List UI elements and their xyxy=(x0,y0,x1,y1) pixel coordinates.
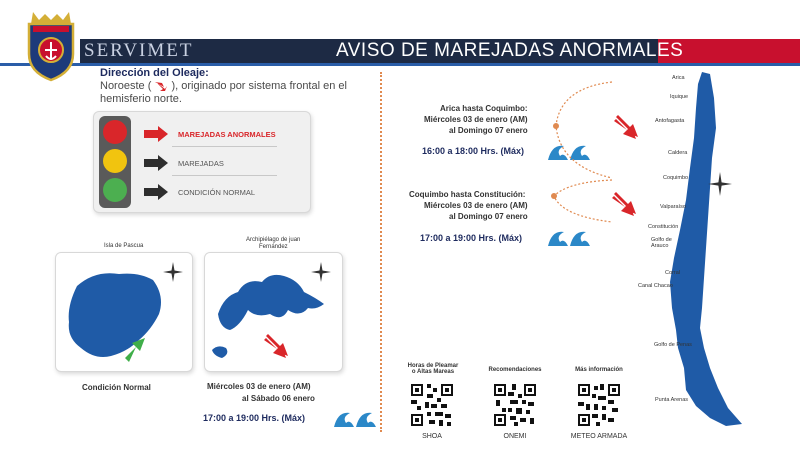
qr-code-meteo-armada[interactable] xyxy=(576,382,622,428)
map-label-iquique: Iquique xyxy=(670,94,689,100)
legend-label-marejadas: MAREJADAS xyxy=(178,159,224,168)
red-light xyxy=(103,120,127,144)
zone-2-bracket xyxy=(548,176,618,226)
map-label-antofagasta: Antofagasta xyxy=(655,118,685,124)
map-label-golfo-arauco: Golfo de Arauco xyxy=(651,237,672,249)
zone-1-title: Arica hasta Coquimbo: xyxy=(440,104,528,113)
legend-divider xyxy=(172,175,277,176)
qr-onemi-label: ONEMI xyxy=(503,433,527,440)
qr-shoa-title-line2: o Altas Mareas xyxy=(411,369,455,375)
juan-fernandez-name-line2: Fernández xyxy=(259,244,288,250)
zone-1-time: 16:00 a 18:00 Hrs. (Máx) xyxy=(422,146,525,156)
compass-rose-icon xyxy=(311,262,331,282)
northwest-arrow-icon xyxy=(154,81,168,92)
chile-map xyxy=(630,68,750,430)
qr-code-onemi[interactable] xyxy=(492,382,538,428)
section-separator xyxy=(380,72,382,432)
dark-arrow-icon xyxy=(144,184,168,200)
header-underline xyxy=(0,63,800,66)
map-label-canal-chacao: Canal Chacao xyxy=(638,283,673,289)
legend-label-condicion-normal: CONDICIÓN NORMAL xyxy=(178,188,256,197)
juan-fernandez-line1: Miércoles 03 de enero (AM) xyxy=(207,382,311,391)
zone-1-line1: Miércoles 03 de enero (AM) xyxy=(424,115,528,124)
map-label-arica: Arica xyxy=(672,75,685,81)
zone-2-line2: al Domingo 07 enero xyxy=(449,212,528,221)
green-light xyxy=(103,178,127,202)
map-label-constitucion: Constitución xyxy=(648,224,679,230)
yellow-light xyxy=(103,149,127,173)
pascua-status: Condición Normal xyxy=(82,383,151,392)
zone-1-line2: al Domingo 07 enero xyxy=(449,126,528,135)
qr-shoa-label: SHOA xyxy=(422,433,442,440)
brand-name: SERVIMET xyxy=(84,40,194,61)
qr-code-shoa[interactable] xyxy=(409,382,455,428)
compass-rose-icon xyxy=(163,262,183,282)
juan-fernandez-time: 17:00 a 19:00 Hrs. (Máx) xyxy=(203,413,306,423)
zone-2-title: Coquimbo hasta Constitución: xyxy=(409,190,526,199)
armada-logo-icon xyxy=(25,10,77,82)
direction-text-after: ), originado por sistema frontal en el xyxy=(171,80,347,92)
red-arrow-icon xyxy=(144,126,168,142)
qr-meteo-title: Más información xyxy=(575,367,623,373)
juan-fernandez-line2: al Sábado 06 enero xyxy=(242,394,315,403)
qr-shoa-title-line1: Horas de Pleamar xyxy=(407,363,459,369)
wave-icon xyxy=(546,226,592,248)
direction-text-line2: hemisferio norte. xyxy=(100,93,182,105)
direction-heading: Dirección del Oleaje: xyxy=(100,67,209,79)
zone-2-time: 17:00 a 19:00 Hrs. (Máx) xyxy=(420,233,523,243)
map-label-punta-arenas: Punta Arenas xyxy=(655,397,689,403)
zone-1-bracket xyxy=(548,78,618,182)
dark-arrow-icon xyxy=(144,155,168,171)
page-title: AVISO DE MAREJADAS ANORMALES xyxy=(336,40,684,61)
qr-onemi-title: Recomendaciones xyxy=(488,367,542,373)
zone-2-line1: Miércoles 03 de enero (AM) xyxy=(424,201,528,210)
legend-divider xyxy=(172,146,277,147)
juan-fernandez-name-line1: Archipiélago de juan xyxy=(246,237,301,243)
map-label-corral: Corral xyxy=(665,270,680,276)
map-label-golfo-penas: Golfo de Penas xyxy=(654,342,692,348)
qr-meteo-label: METEO ARMADA xyxy=(570,433,628,440)
map-label-valparaiso: Valparaíso xyxy=(660,204,686,210)
wave-icon xyxy=(332,407,378,429)
compass-rose-icon xyxy=(708,172,732,196)
qr-shoa-title xyxy=(398,363,468,375)
direction-text-before: Noroeste ( xyxy=(100,80,152,92)
map-label-coquimbo: Coquimbo xyxy=(663,175,689,181)
pascua-name: Isla de Pascua xyxy=(104,243,144,249)
direction-text xyxy=(100,80,347,92)
legend-label-marejadas-anormales: MAREJADAS ANORMALES xyxy=(178,130,276,139)
green-arrow-northeast-icon xyxy=(121,336,147,362)
red-arrow-southeast-icon xyxy=(264,332,290,358)
map-label-caldera: Caldera xyxy=(668,150,688,156)
